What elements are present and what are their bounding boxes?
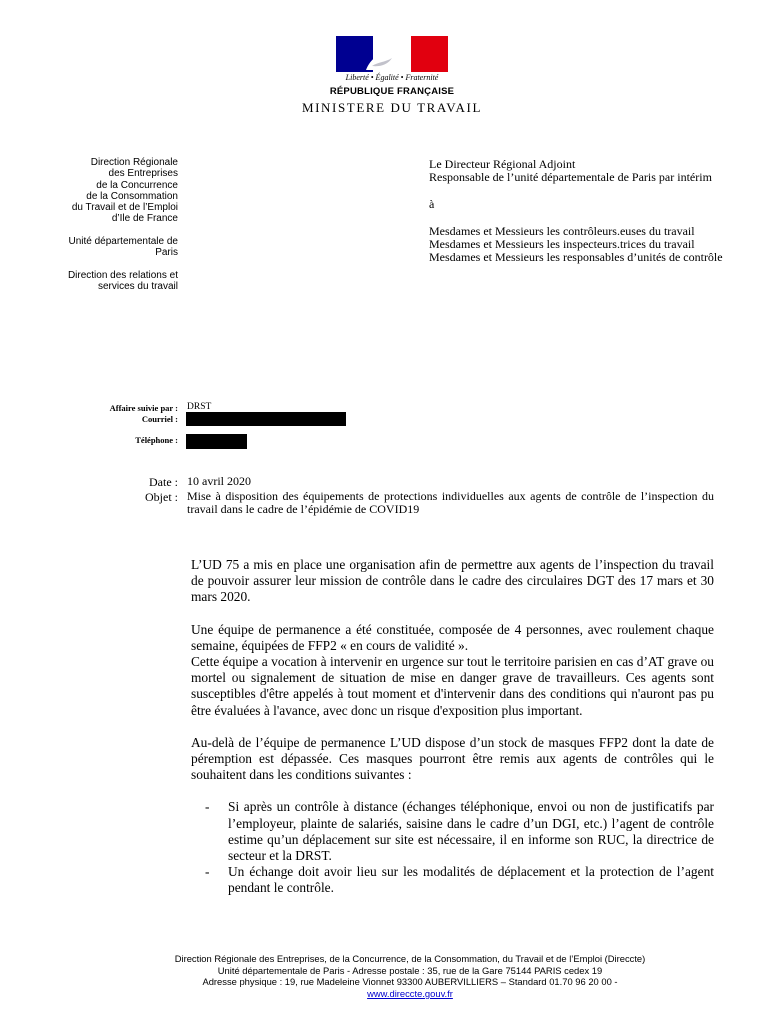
- ministry-title: MINISTERE DU TRAVAIL: [301, 100, 483, 115]
- sender-direction: Direction Régionale des Entreprises de la Concurrence de la Consommation du Travail et de l’Emploi d’Ile de France: [71, 157, 178, 225]
- motto-text: Liberté • Égalité • Fraternité: [345, 73, 439, 82]
- from-role: Responsable de l’unité départementale de Paris par intérim: [429, 170, 712, 184]
- letter-body: [191, 557, 714, 897]
- flag-emblem-icon: [336, 36, 448, 72]
- to-line: Mesdames et Messieurs les inspecteurs.trices du travail: [429, 237, 695, 251]
- dash-bullet: -: [205, 799, 210, 815]
- list-item: - Si après un contrôle à distance (échanges téléphonique, envoi ou non de justificatifs par l’employeur, plainte de salariés, saisine dans le cadre d’un DGI, etc.) l’agent de contrôle estime qu’un déplacement sur site est nécessaire, il en informe son RUC, la directrice de secteur et la DRST.: [205, 799, 714, 864]
- redacted-email: [186, 412, 346, 426]
- footer-line: Direction Régionale des Entreprises, de la Concurrence, de la Consommation, du Travail et de l’Emploi (Direccte): [174, 953, 646, 964]
- paragraph: Cette équipe a vocation à intervenir en urgence sur tout le territoire parisien en cas d’AT grave ou mortel ou signalement de situation de mise en danger grave de travailleurs. Ces agents sont susceptibles d'être appelés à tout moment et d'intervenir dans des conditions qui n'auront pas pu être évaluées à l'avance, avec donc un risque d'exposition plus important.: [191, 654, 714, 718]
- telephone-label: Téléphone :: [135, 435, 178, 445]
- footer-line: Adresse physique : 19, rue Madeleine Vionnet 93300 AUBERVILLIERS – Standard 01.70 96 20 00 -: [202, 976, 618, 988]
- affaire-label: Affaire suivie par :: [109, 403, 178, 413]
- paragraph: Une équipe de permanence a été constituée, composée de 4 personnes, avec roulement chaque semaine, équipées de FFP2 « en cours de validité ».: [191, 621, 714, 653]
- sender-unit: Unité départementale de Paris: [68, 236, 178, 259]
- redacted-phone: [186, 434, 247, 449]
- paragraph: L’UD 75 a mis en place une organisation afin de permettre aux agents de l’inspection du travail de pouvoir assurer leur mission de contrôle dans le cadre des circulaires DGT des 17 mars et 30 mars 2020.: [191, 557, 714, 605]
- paragraph: Au-delà de l’équipe de permanence L’UD dispose d’un stock de masques FFP2 dont la date de péremption est dépassée. Ces masques pourront être remis aux agents de contrôles qui le souhaitent dans les conditions suivantes :: [191, 734, 714, 783]
- website-link[interactable]: www.direccte.gouv.fr: [367, 987, 453, 999]
- list-item: - Un échange doit avoir lieu sur les modalités de déplacement et la protection de l’agent pendant le contrôle.: [205, 864, 714, 896]
- to-line: Mesdames et Messieurs les contrôleurs.euses du travail: [429, 224, 695, 238]
- date-label: Date :: [149, 475, 178, 489]
- object-label: Objet :: [145, 490, 178, 504]
- footer-line: Unité départementale de Paris - Adresse postale : 35, rue de la Gare 75144 PARIS cedex 19: [217, 964, 603, 976]
- republic-title: RÉPUBLIQUE FRANÇAISE: [329, 86, 455, 97]
- footer: [150, 953, 670, 999]
- affaire-value: DRST: [187, 402, 212, 412]
- recipient-block: [429, 158, 729, 264]
- conditions-list: [191, 799, 714, 896]
- from-title: Le Directeur Régional Adjoint: [429, 157, 576, 171]
- to-word: à: [429, 197, 435, 211]
- dash-bullet: -: [205, 864, 210, 880]
- sender-service: Direction des relations et services du travail: [67, 270, 178, 293]
- date-value: 10 avril 2020: [187, 474, 251, 488]
- object-value: Mise à disposition des équipements de protections individuelles aux agents de contrôle de l’inspection du travail dans le cadre de l’épidémie de COVID19: [187, 489, 714, 516]
- courriel-label: Courriel :: [141, 414, 178, 424]
- to-line: Mesdames et Messieurs les responsables d’unités de contrôle: [429, 250, 723, 264]
